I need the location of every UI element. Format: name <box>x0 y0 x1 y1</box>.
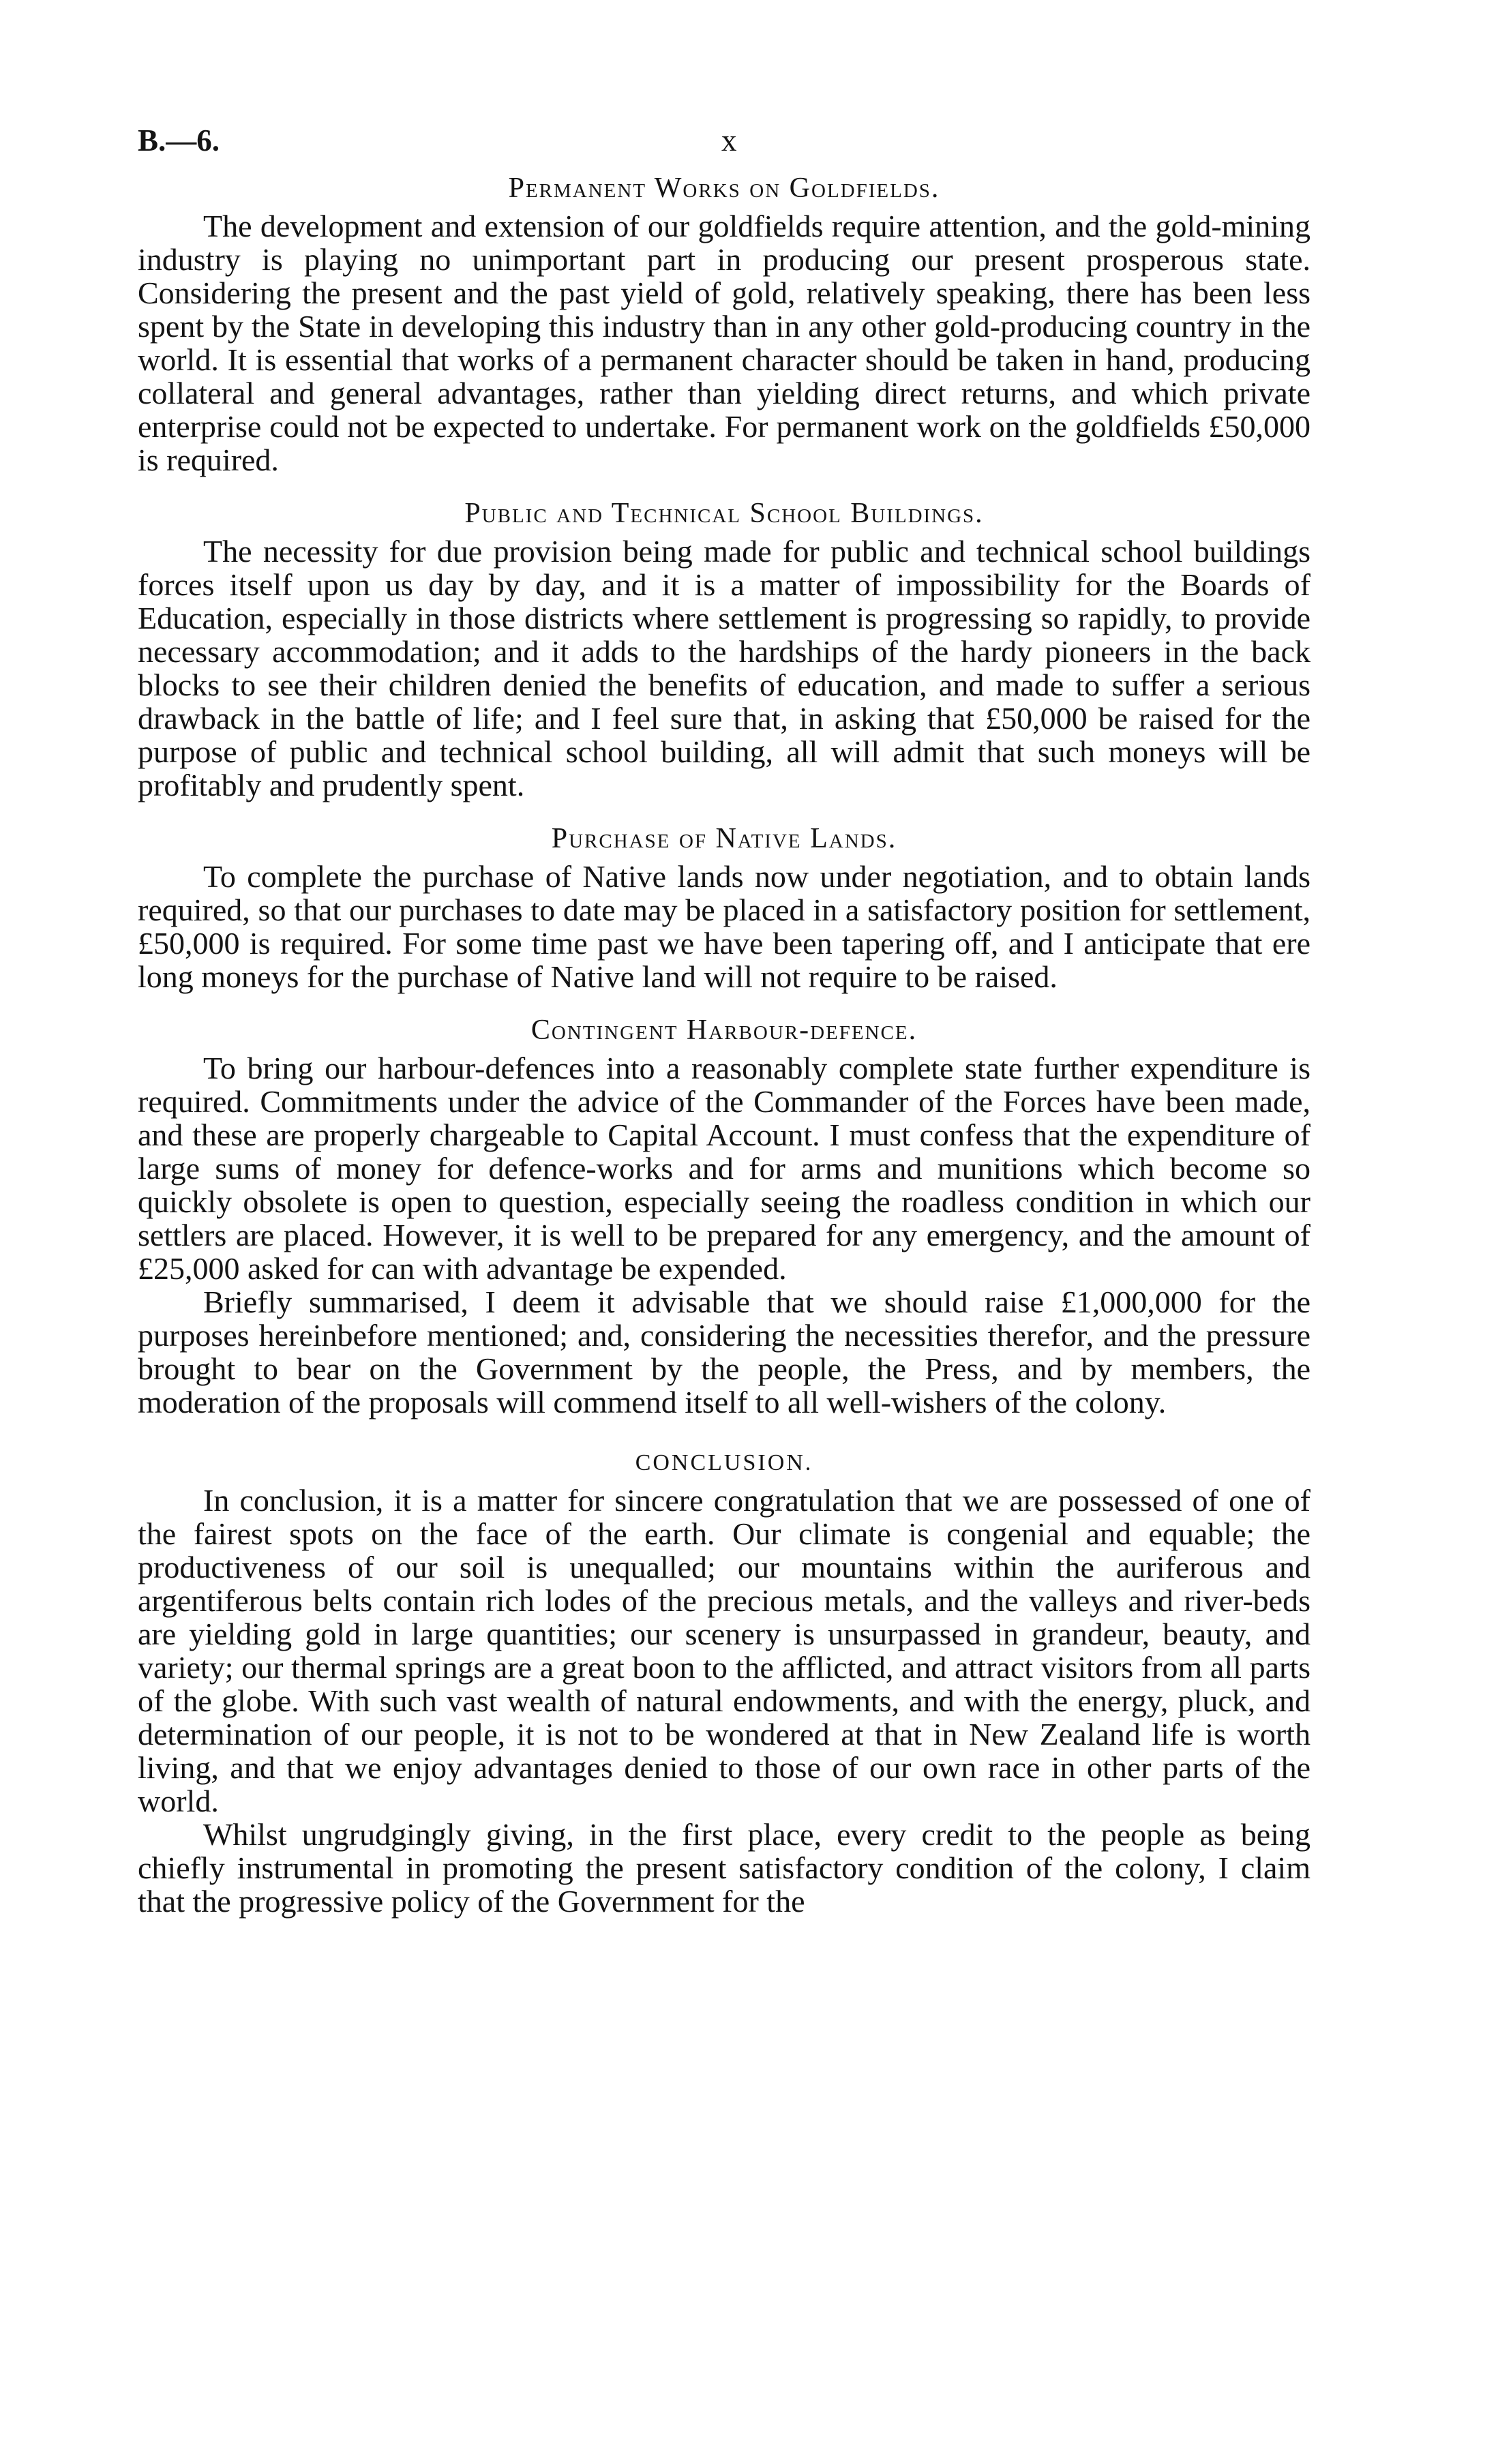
section-title-harbour-defence: Contingent Harbour-defence. <box>530 1015 918 1046</box>
document-reference: B.—6. <box>138 123 220 157</box>
paragraph-government-policy: Whilst ungrudgingly giving, in the first place, every credit to the people as being chiefly instrumental in promoting the present satisfactory condition of the colony, I claim that the progressive policy of the Government for the <box>138 1817 1310 1919</box>
section-title-native-lands: Purchase of Native Lands. <box>551 823 897 854</box>
document-body <box>138 172 1310 1918</box>
paragraph-school-buildings: The necessity for due provision being made for public and technical school buildings forces itself upon us day by day, and it is a matter of impossibility for the Boards of Education, especially in those districts where settlement is progressing so rapidly, to provide necessary accommodation; and it adds to the hardships of the hardy pioneers in the back blocks to see their children denied the benefits of education, and made to suffer a serious drawback in the battle of life; and I feel sure that, in asking that £50,000 be raised for the purpose of public and technical school building, all will admit that such moneys will be profitably and prudently spent. <box>138 534 1310 802</box>
paragraph-goldfields: The development and extension of our goldfields require attention, and the gold-mining industry is playing no unimportant part in producing our present prosperous state. Considering the present and the past yield of gold, relatively speaking, there has been less spent by the State in developing this industry than in any other gold-producing country in the world. It is essential that works of a permanent character should be taken in hand, producing collateral and general advantages, rather than yielding direct returns, and which private enterprise could not be expected to undertake. For permanent work on the goldfields £50,000 is required. <box>138 209 1310 477</box>
section-title-goldfields: Permanent Works on Goldfields. <box>508 172 940 204</box>
page-number: x <box>721 123 737 157</box>
paragraph-harbour-defence: To bring our harbour-defences into a reasonably complete state further expenditure is required. Commitments under the advice of the Commander of the Forces have been made, and these are properly chargeable to Capital Account. I must confess that the expenditure of large sums of money for defence-works and for arms and munitions which become so quickly obsolete is open to question, especially seeing the roadless condition in which our settlers are placed. However, it is well to be prepared for any emergency, and the amount of £25,000 asked for can with advantage be expended. <box>138 1051 1310 1286</box>
section-title-conclusion: CONCLUSION. <box>635 1450 813 1475</box>
section-title-school-buildings: Public and Technical School Buildings. <box>464 498 984 529</box>
paragraph-native-lands: To complete the purchase of Native lands now under negotiation, and to obtain lands required, so that our purchases to date may be placed in a satisfactory position for settlement, £50,000 is required. For some time past we have been tapering off, and I anticipate that ere long moneys for the purchase of Native land will not require to be raised. <box>138 859 1310 994</box>
page-header <box>138 123 1310 164</box>
paragraph-conclusion: In conclusion, it is a matter for sincere congratulation that we are possessed of one of the fairest spots on the face of the earth. Our climate is congenial and equable; the productiveness of our soil is unequalled; our mountains within the auriferous and argentiferous belts contain rich lodes of the precious metals, and the valleys and river-beds are yielding gold in large quantities; our scenery is unsurpassed in grandeur, beauty, and variety; our thermal springs are a great boon to the afflicted, and attract visitors from all parts of the globe. With such vast wealth of natural endowments, and with the energy, pluck, and determination of our people, it is not to be wondered at that in New Zealand life is worth living, and that we enjoy advantages denied to those of our own race in other parts of the world. <box>138 1483 1310 1818</box>
paragraph-summary: Briefly summarised, I deem it advisable that we should raise £1,000,000 for the purposes hereinbefore mentioned; and, considering the necessities therefor, and the pressure brought to bear on the Government by the people, the Press, and by members, the moderation of the proposals will commend itself to all well-wishers of the colony. <box>138 1284 1310 1419</box>
